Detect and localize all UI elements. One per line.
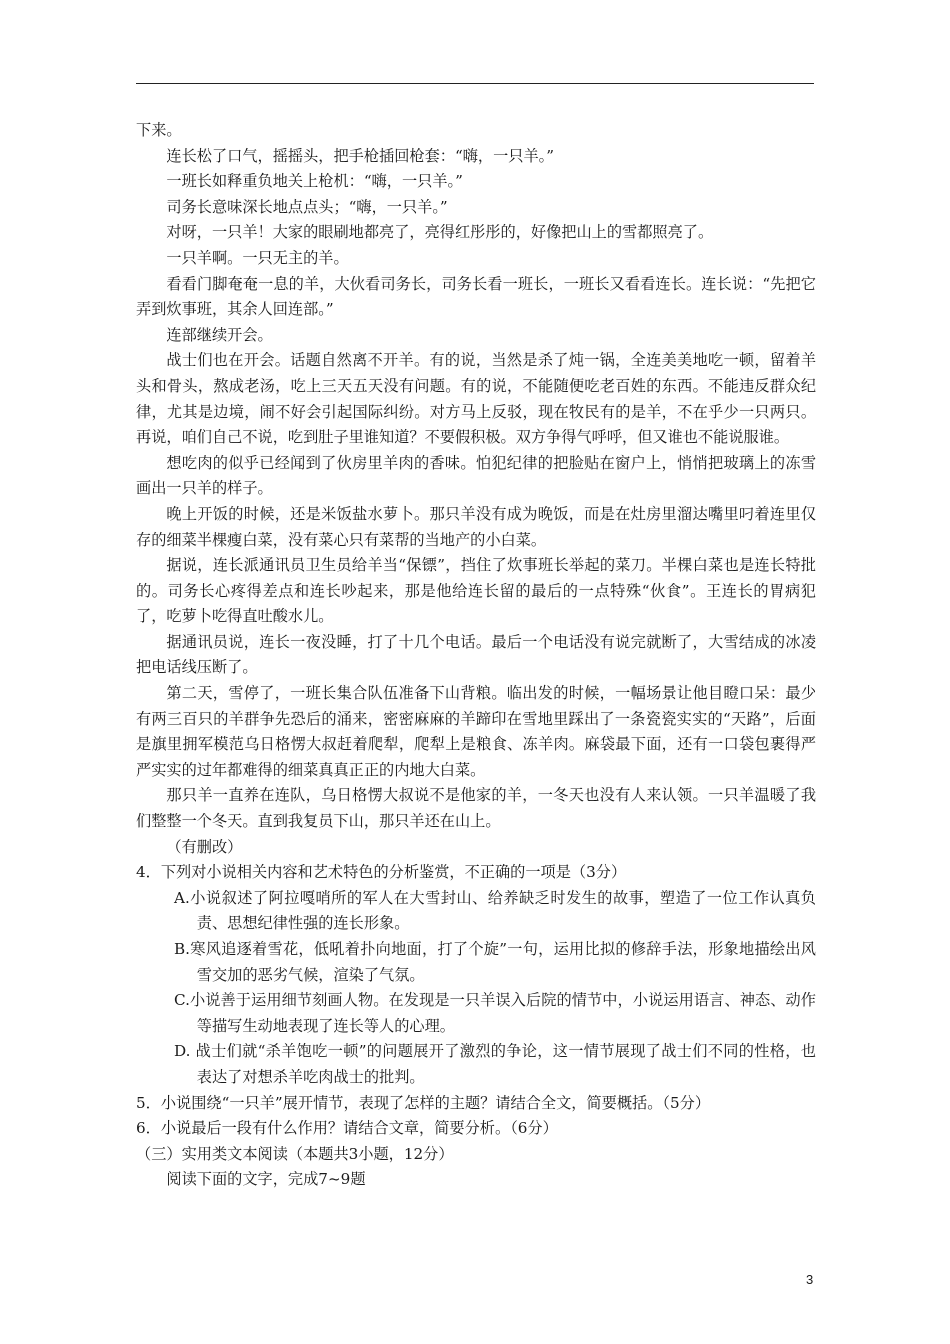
section-3-title: （三）实用类文本阅读（本题共3小题，12分）	[136, 1144, 454, 1163]
story-paragraph: 想吃肉的似乎已经闻到了伙房里羊肉的香味。怕犯纪律的把脸贴在窗户上，悄悄把玻璃上的冻雪画出一只羊的样子。	[136, 453, 816, 498]
story-paragraph: 一班长如释重负地关上枪机：“嗨，一只羊。”	[166, 172, 463, 191]
page-content	[136, 118, 816, 1193]
story-paragraph: 司务长意味深长地点点头；“嗨，一只羊。”	[166, 197, 448, 216]
story-paragraph: 一只羊啊。一只无主的羊。	[166, 248, 349, 267]
question-4-option-c: C.小说善于运用细节刻画人物。在发现是一只羊误入后院的情节中，小说运用语言、神态、动作等描写生动地表现了连长等人的心理。	[174, 991, 816, 1035]
story-paragraph: 那只羊一直养在连队，乌日格愣大叔说不是他家的羊，一冬天也没有人来认领。一只羊温暖了我们整整一个冬天。直到我复员下山，那只羊还在山上。	[136, 786, 816, 831]
question-4-option-b: B.寒风追逐着雪花，低吼着扑向地面，打了个旋”一句，运用比拟的修辞手法，形象地描绘出风雪交加的恶劣气候，渲染了气氛。	[174, 940, 816, 984]
story-paragraph: 看看门脚奄奄一息的羊，大伙看司务长，司务长看一班长，一班长又看看连长。连长说：“先把它弄到炊事班，其余人回连部。”	[136, 274, 816, 319]
story-paragraph: 连部继续开会。	[166, 325, 273, 344]
story-paragraph: 第二天，雪停了，一班长集合队伍准备下山背粮。临出发的时候，一幅场景让他目瞪口呆：最少有两三百只的羊群争先恐后的涌来，密密麻麻的羊蹄印在雪地里踩出了一条瓷瓷实实的“天路”，后面是旗里拥军模范乌日格愣大叔赶着爬犁，爬犁上是粮食、冻羊肉。麻袋最下面，还有一口袋包裹得严严实实的过年都难得的细菜真真正正的内地大白菜。	[136, 684, 816, 779]
section-3-instruction: 阅读下面的文字，完成7~9题	[166, 1170, 366, 1189]
story-paragraph: 连长松了口气，摇摇头，把手枪插回枪套：“嗨，一只羊。”	[166, 146, 555, 165]
question-4-stem: 4．下列对小说相关内容和艺术特色的分析鉴赏，不正确的一项是（3分）	[136, 863, 627, 882]
question-6: 6．小说最后一段有什么作用？请结合文章，简要分析。（6分）	[136, 1119, 558, 1138]
story-paragraph: 据通讯员说，连长一夜没睡，打了十几个电话。最后一个电话没有说完就断了，大雪结成的冰凌把电话线压断了。	[136, 632, 816, 677]
header-rule	[136, 83, 814, 84]
story-paragraph: 据说，连长派通讯员卫生员给羊当“保镖”，挡住了炊事班长举起的菜刀。半棵白菜也是连长特批的。司务长心疼得差点和连长吵起来，那是他给连长留的最后的一点特殊“伙食”。王连长的胃病犯了，吃萝卜吃得直吐酸水儿。	[136, 556, 816, 626]
question-4-option-a: A.小说叙述了阿拉嘎哨所的军人在大雪封山、给养缺乏时发生的故事，塑造了一位工作认真负责、思想纪律性强的连长形象。	[174, 888, 816, 933]
question-4-option-d: D. 战士们就“杀羊饱吃一顿”的问题展开了激烈的争论，这一情节展现了战士们不同的性格，也表达了对想杀羊吃肉战士的批判。	[174, 1042, 816, 1086]
question-5: 5．小说围绕“一只羊”展开情节，表现了怎样的主题？请结合全文，简要概括。（5分）	[136, 1093, 711, 1112]
story-paragraph: 战士们也在开会。话题自然离不开羊。有的说，当然是杀了炖一锅，全连美美地吃一顿，留着羊头和骨头，熬成老汤，吃上三天五天没有问题。有的说，不能随便吃老百姓的东西。不能违反群众纪律，尤其是边境，闹不好会引起国际纠纷。对方马上反驳，现在牧民有的是羊，不在乎少一只两只。再说，咱们自己不说，吃到肚子里谁知道？不要假积极。双方争得气呼呼，但又谁也不能说服谁。	[136, 351, 816, 447]
page-number: 3	[806, 1272, 814, 1287]
story-paragraph: 下来。	[136, 121, 182, 139]
story-paragraph: 对呀，一只羊！大家的眼刷地都亮了，亮得红彤彤的，好像把山上的雪都照亮了。	[166, 223, 714, 242]
edit-note: （有删改）	[166, 837, 243, 856]
story-paragraph: 晚上开饭的时候，还是米饭盐水萝卜。那只羊没有成为晚饭，而是在灶房里溜达嘴里叼着连里仅存的细菜半棵瘦白菜，没有菜心只有菜帮的当地产的小白菜。	[136, 504, 816, 549]
